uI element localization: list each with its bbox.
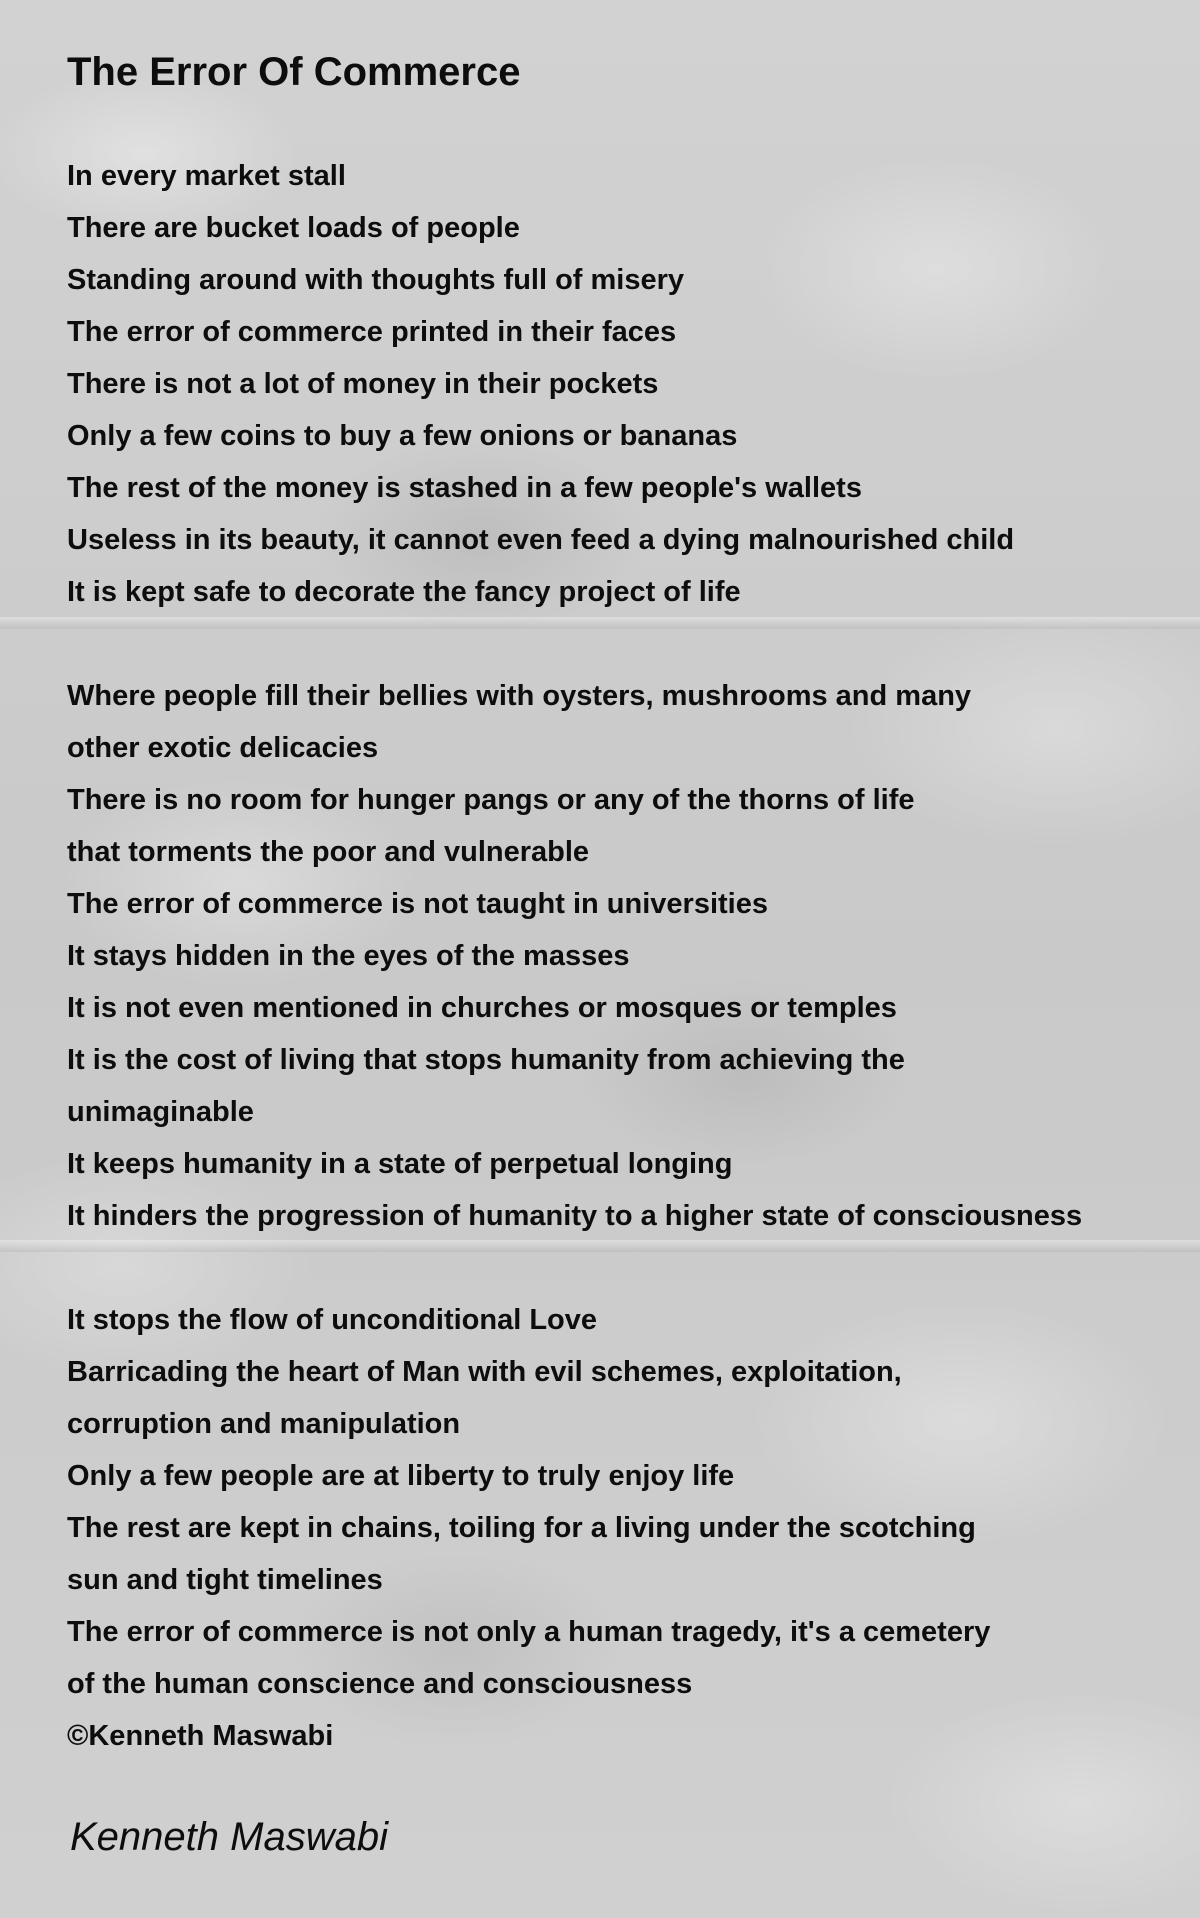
poem-line: It hinders the progression of humanity to a higher state of consciousness	[67, 1200, 1083, 1232]
poem-line: It is not even mentioned in churches or mosques or temples	[67, 992, 897, 1024]
poem-line: Barricading the heart of Man with evil schemes, exploitation,	[67, 1356, 902, 1388]
poem-line: The rest of the money is stashed in a few people's wallets	[67, 472, 862, 504]
poem-line: The error of commerce printed in their faces	[67, 316, 677, 348]
poem-line: other exotic delicacies	[67, 732, 379, 764]
poem-line: Only a few coins to buy a few onions or bananas	[67, 420, 738, 452]
poem-line: that torments the poor and vulnerable	[67, 836, 590, 868]
poem	[67, 50, 1200, 1762]
poem-line: It stops the flow of unconditional Love	[67, 1304, 598, 1336]
poem-line: The error of commerce is not only a human tragedy, it's a cemetery	[67, 1616, 991, 1648]
poem-line: There is not a lot of money in their pockets	[67, 368, 659, 400]
poem-line: Useless in its beauty, it cannot even feed a dying malnourished child	[67, 524, 1015, 556]
stanza-3	[67, 1294, 1200, 1762]
poem-line: There is no room for hunger pangs or any of the thorns of life	[67, 784, 915, 816]
poem-line: It keeps humanity in a state of perpetual longing	[67, 1148, 733, 1180]
poem-line: There are bucket loads of people	[67, 212, 520, 244]
author-name: Kenneth Maswabi	[70, 1815, 388, 1859]
stanza-1	[67, 150, 1200, 618]
poem-line: It is the cost of living that stops humanity from achieving the	[67, 1044, 905, 1076]
poem-line: Where people fill their bellies with oysters, mushrooms and many	[67, 680, 972, 712]
poem-line: The error of commerce is not taught in universities	[67, 888, 768, 920]
poem-line: Only a few people are at liberty to truly enjoy life	[67, 1460, 735, 1492]
poem-line: In every market stall	[67, 160, 346, 192]
poem-line: sun and tight timelines	[67, 1564, 383, 1596]
poem-line: of the human conscience and consciousness	[67, 1668, 693, 1700]
poem-line: unimaginable	[67, 1096, 254, 1128]
poem-line: corruption and manipulation	[67, 1408, 461, 1440]
copyright-line: ©Kenneth Maswabi	[67, 1720, 334, 1752]
poem-line: The rest are kept in chains, toiling for a living under the scotching	[67, 1512, 976, 1544]
stanza-2	[67, 670, 1200, 1242]
poem-line: It stays hidden in the eyes of the masses	[67, 940, 630, 972]
poem-line: It is kept safe to decorate the fancy project of life	[67, 576, 741, 608]
poem-title: The Error Of Commerce	[67, 50, 521, 94]
poem-line: Standing around with thoughts full of misery	[67, 264, 685, 296]
